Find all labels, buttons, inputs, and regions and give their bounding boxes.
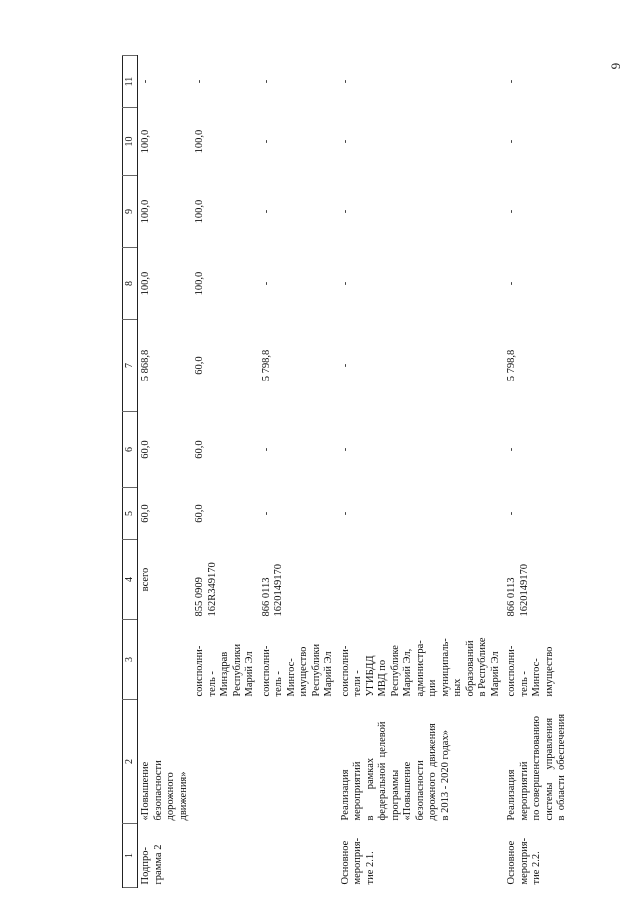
budget-code-cell bbox=[504, 540, 571, 620]
value-cell: - bbox=[339, 363, 351, 368]
cell-line: 855 0909 bbox=[194, 577, 205, 617]
value-cell: 100,0 bbox=[194, 199, 205, 224]
cell-line: тели - bbox=[352, 670, 363, 697]
value-cell: - bbox=[506, 139, 517, 144]
col-header-3: 3 bbox=[123, 620, 138, 700]
col-header-9: 9 bbox=[123, 176, 138, 248]
value-cell: - bbox=[506, 79, 517, 84]
cell-line: мероприятий bbox=[352, 761, 363, 821]
cell-line: Реализация bbox=[506, 769, 517, 821]
value-cell: - bbox=[506, 281, 517, 286]
value-cell: - bbox=[260, 79, 272, 84]
program-title-cell bbox=[192, 700, 259, 824]
value-cell: - bbox=[260, 139, 272, 144]
executor-cell bbox=[259, 620, 338, 700]
value-cell: 100,0 bbox=[194, 129, 205, 154]
executor-cell bbox=[192, 620, 259, 700]
cell-line: 162R349170 bbox=[206, 562, 218, 617]
col-header-4: 4 bbox=[123, 540, 138, 620]
cell-line: безопасности bbox=[152, 760, 164, 821]
cell-line: в области обеспечения bbox=[556, 713, 567, 821]
cell-line: имущество bbox=[298, 646, 309, 697]
cell-line: тие 2.2. bbox=[531, 851, 542, 885]
cell-line: мероприятий bbox=[518, 761, 530, 821]
cell-line: 1620149170 bbox=[273, 564, 284, 617]
cell-line: Мингос- bbox=[285, 658, 297, 697]
value-cell: - bbox=[194, 79, 205, 84]
table-row bbox=[192, 56, 259, 888]
value-cell: - bbox=[260, 511, 272, 516]
executor-cell bbox=[138, 620, 193, 700]
value-cell: - bbox=[339, 281, 351, 286]
value-cell: 60,0 bbox=[140, 504, 151, 523]
program-title-cell bbox=[504, 700, 571, 824]
program-title-cell bbox=[138, 700, 193, 824]
col-header-7: 7 bbox=[123, 320, 138, 412]
value-cell: 100,0 bbox=[140, 199, 151, 224]
value-cell: - bbox=[506, 447, 517, 452]
cell-line: УГИБДД bbox=[364, 655, 376, 697]
cell-line: безопасности bbox=[414, 760, 426, 821]
cell-line: мероприя- bbox=[352, 837, 363, 885]
program-title-cell bbox=[338, 700, 505, 824]
col-header-1: 1 bbox=[123, 824, 138, 888]
page-number: 6 bbox=[608, 62, 624, 70]
value-cell: - bbox=[506, 209, 517, 214]
cell-line: «Повышение bbox=[402, 761, 413, 821]
cell-line: в 2013 - 2020 годах» bbox=[439, 730, 451, 821]
cell-line: программы bbox=[389, 769, 401, 821]
cell-line: 866 0113 bbox=[506, 577, 517, 617]
cell-line: Марий Эл bbox=[244, 651, 255, 697]
cell-line: 1620149170 bbox=[518, 564, 530, 617]
cell-line: по совершенствованию bbox=[531, 715, 542, 821]
cell-line: в Республике bbox=[477, 637, 488, 697]
value-cell: - bbox=[339, 139, 351, 144]
cell-line: в рамках bbox=[364, 757, 376, 821]
value-cell: 100,0 bbox=[140, 129, 151, 154]
cell-line: 866 0113 bbox=[260, 577, 272, 617]
cell-line: «Повышение bbox=[140, 761, 151, 821]
budget-code-cell bbox=[138, 540, 193, 620]
cell-line: Реализация bbox=[339, 769, 351, 821]
executor-cell bbox=[338, 620, 505, 700]
cell-line: муниципаль- bbox=[439, 638, 451, 697]
table-row bbox=[138, 56, 193, 888]
cell-line: Основное bbox=[506, 840, 517, 885]
budget-table bbox=[122, 55, 571, 888]
cell-line: тие 2.1. bbox=[364, 851, 376, 885]
cell-line: всего bbox=[140, 567, 151, 592]
value-cell: - bbox=[339, 209, 351, 214]
cell-line: тель - bbox=[518, 671, 530, 697]
cell-line: Мингос- bbox=[531, 658, 542, 697]
budget-code-cell bbox=[192, 540, 259, 620]
col-header-5: 5 bbox=[123, 488, 138, 540]
cell-line: мероприя- bbox=[518, 837, 530, 885]
cell-line: Подпро- bbox=[140, 847, 151, 885]
cell-line: Марий Эл bbox=[489, 651, 501, 697]
cell-line: дорожного bbox=[165, 772, 176, 821]
cell-line: Республики bbox=[310, 643, 322, 697]
program-title-cell bbox=[259, 700, 338, 824]
cell-line: соисполни- bbox=[194, 645, 205, 697]
program-name-cell bbox=[338, 824, 505, 888]
value-cell: - bbox=[260, 209, 272, 214]
cell-line: соисполни- bbox=[260, 645, 272, 697]
cell-line: Марий Эл bbox=[323, 651, 334, 697]
cell-line: Республики bbox=[231, 643, 243, 697]
value-cell: 60,0 bbox=[194, 504, 205, 523]
cell-line: дорожного движения bbox=[427, 723, 438, 821]
value-cell: - bbox=[506, 511, 517, 516]
value-cell: - bbox=[339, 447, 351, 452]
value-cell: - bbox=[260, 281, 272, 286]
col-header-8: 8 bbox=[123, 248, 138, 320]
cell-line: федеральной целевой bbox=[377, 721, 388, 821]
program-name-cell bbox=[504, 824, 571, 888]
value-cell: - bbox=[339, 511, 351, 516]
cell-line: имущество bbox=[543, 646, 555, 697]
executor-cell bbox=[504, 620, 571, 700]
value-cell: 60,0 bbox=[140, 440, 151, 459]
cell-line: соисполни- bbox=[339, 645, 351, 697]
col-header-11: 11 bbox=[123, 56, 138, 108]
cell-line: МВД по bbox=[377, 659, 388, 697]
cell-line: образований bbox=[464, 640, 476, 697]
value-cell: 5 798,8 bbox=[260, 349, 272, 382]
program-name-cell bbox=[259, 824, 338, 888]
value-cell: 100,0 bbox=[140, 271, 151, 296]
table-row bbox=[504, 56, 571, 888]
cell-line: системы управления bbox=[543, 717, 555, 821]
table-row bbox=[259, 56, 338, 888]
cell-line: ных bbox=[452, 678, 463, 697]
col-header-2: 2 bbox=[123, 700, 138, 824]
cell-line: Марий Эл, bbox=[402, 648, 413, 697]
cell-line: тель - bbox=[206, 671, 218, 697]
program-name-cell bbox=[138, 824, 193, 888]
value-cell: 60,0 bbox=[194, 356, 205, 375]
program-name-cell bbox=[192, 824, 259, 888]
cell-line: администра- bbox=[414, 640, 426, 697]
cell-line: тель - bbox=[273, 671, 284, 697]
cell-line: соисполни- bbox=[506, 645, 517, 697]
value-cell: 5 798,8 bbox=[506, 349, 517, 382]
budget-code-cell bbox=[259, 540, 338, 620]
cell-line: Республике bbox=[389, 645, 401, 697]
header-row bbox=[123, 56, 138, 888]
cell-line: Минздрав bbox=[219, 651, 230, 697]
rotated-table-container bbox=[118, 0, 628, 905]
value-cell: 60,0 bbox=[194, 440, 205, 459]
value-cell: 100,0 bbox=[194, 271, 205, 296]
value-cell: - bbox=[140, 79, 151, 84]
budget-code-cell bbox=[338, 540, 505, 620]
cell-line: движения» bbox=[177, 771, 189, 821]
col-header-6: 6 bbox=[123, 412, 138, 488]
value-cell: - bbox=[260, 447, 272, 452]
cell-line: Основное bbox=[339, 840, 351, 885]
col-header-10: 10 bbox=[123, 108, 138, 176]
cell-line: грамма 2 bbox=[152, 844, 164, 885]
cell-line: ции bbox=[427, 679, 438, 697]
table-row bbox=[338, 56, 505, 888]
value-cell: 5 868,8 bbox=[140, 349, 151, 382]
value-cell: - bbox=[339, 79, 351, 84]
